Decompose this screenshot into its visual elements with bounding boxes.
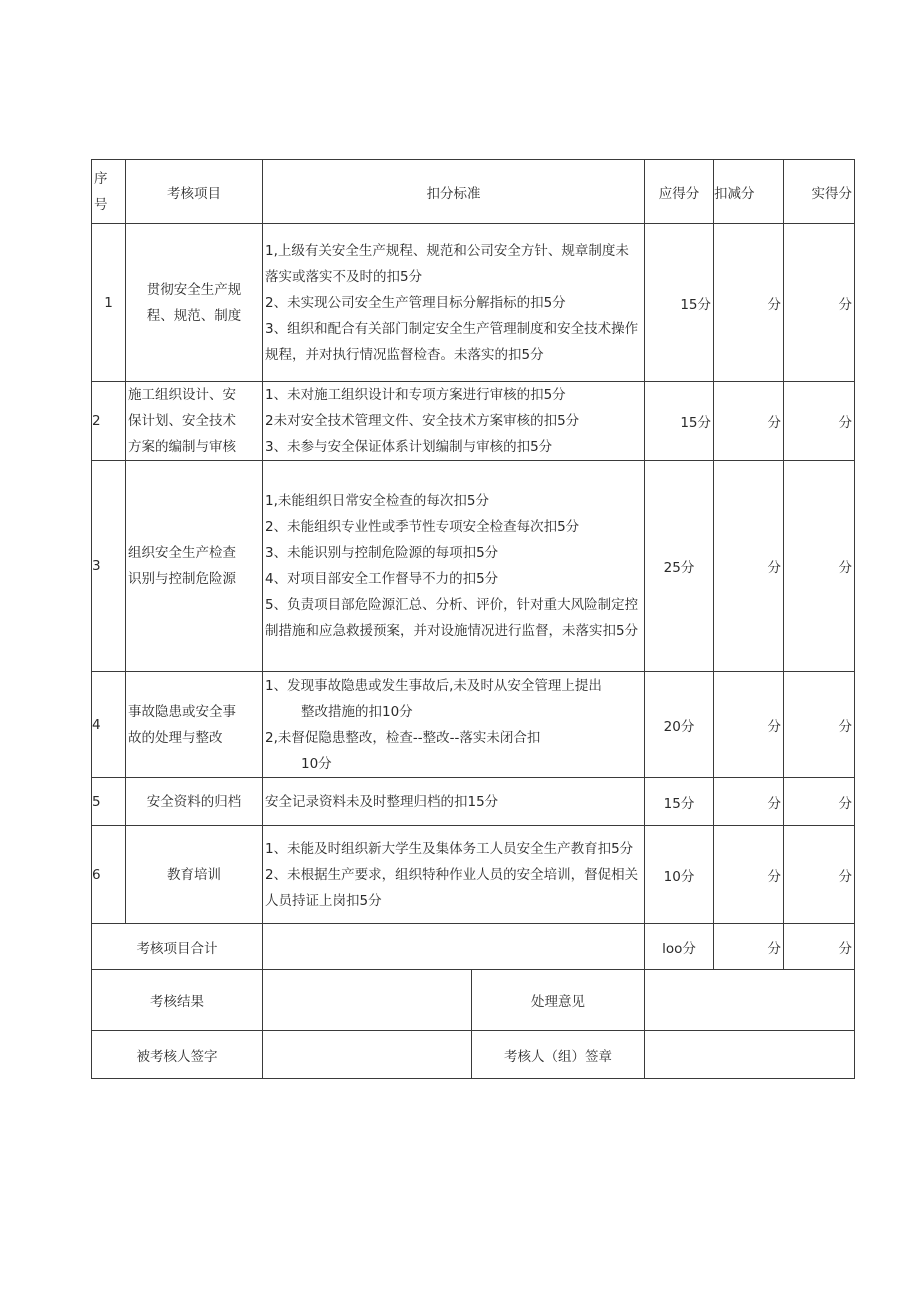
row-item: 组织安全生产检查 识别与控制危险源	[126, 461, 263, 672]
row-score: 15分	[645, 224, 714, 382]
opinion-field[interactable]	[645, 970, 855, 1031]
assessor-seal-label: 考核人（组）签章	[472, 1031, 645, 1079]
row-criteria: 1,上级有关安全生产规程、规范和公司安全方针、规章制度未落实或落实不及时的扣5分 2、未实现公司安全生产管理目标分解指标的扣5分 3、组织和配合有关部门制定安全生产管理制度和安全技术操作规程，并对执行情况监督检杳。未落实的扣5分	[263, 224, 645, 382]
header-deduction: 扣减分	[714, 160, 784, 224]
row-criteria: 1、未对施工组织设计和专项方案进行审核的扣5分 2未对安全技术管理文件、安全技术方案审核的扣5分 3、未参与安全保证体系计划编制与审核的扣5分	[263, 382, 645, 461]
total-score: loo分	[645, 924, 714, 970]
header-criteria: 扣分标准	[263, 160, 645, 224]
row-criteria: 1、未能及时组织新大学生及集体务工人员安全生产教育扣5分 2、未根据生产要求，组织特种作业人员的安全培训，督促相关人员持证上岗扣5分	[263, 826, 645, 924]
header-row	[92, 160, 855, 224]
row-deduct: 分	[714, 224, 784, 382]
total-actual: 分	[784, 924, 855, 970]
row-seq: 1	[92, 224, 126, 382]
table-row	[92, 382, 855, 461]
row-deduct: 分	[714, 826, 784, 924]
signature-row	[92, 1031, 855, 1079]
row-score: 10分	[645, 826, 714, 924]
header-item: 考核项目	[126, 160, 263, 224]
row-criteria: 1,未能组织日常安全检查的每次扣5分 2、未能组织专业性或季节性专项安全检查每次扣5分 3、未能识别与控制危险源的每项扣5分 4、对项目部安全工作督导不力的扣5分 5、负责项目部危险源汇总、分析、评价，针对重大风险制定控制措施和应急救援预案，并对设施情况进行监督，未落实扣5分	[263, 461, 645, 672]
row-score: 25分	[645, 461, 714, 672]
row-criteria: 1、发现事故隐患或发生事故后,未及时从安全管理上提出 整改措施的扣10分 2,未督促隐患整改，检查--整改--落实未闭合扣 10分	[263, 672, 645, 778]
assessment-table	[91, 159, 855, 1079]
row-item: 事故隐患或安全事 故的处理与整改	[126, 672, 263, 778]
row-deduct: 分	[714, 461, 784, 672]
table-row	[92, 826, 855, 924]
row-actual: 分	[784, 778, 855, 826]
result-row	[92, 970, 855, 1031]
row-item: 贯彻安全生产规 程、规范、制度	[126, 224, 263, 382]
row-deduct: 分	[714, 672, 784, 778]
row-item: 安全资料的归档	[126, 778, 263, 826]
row-item: 施工组织设计、安 保计划、安全技术 方案的编制与审核	[126, 382, 263, 461]
row-actual: 分	[784, 224, 855, 382]
total-deduct: 分	[714, 924, 784, 970]
row-deduct: 分	[714, 382, 784, 461]
row-seq: 5	[92, 778, 126, 826]
row-actual: 分	[784, 826, 855, 924]
row-deduct: 分	[714, 778, 784, 826]
row-item: 教育培训	[126, 826, 263, 924]
row-actual: 分	[784, 672, 855, 778]
row-criteria: 安全记录资料未及时整理归档的扣15分	[263, 778, 645, 826]
assessee-sign-label: 被考核人签字	[92, 1031, 263, 1079]
row-seq: 6	[92, 826, 126, 924]
table-row	[92, 778, 855, 826]
result-field[interactable]	[263, 970, 472, 1031]
row-seq: 3	[92, 461, 126, 672]
header-actual: 实得分	[784, 160, 855, 224]
row-score: 20分	[645, 672, 714, 778]
header-full-score: 应得分	[645, 160, 714, 224]
assessee-sign-field[interactable]	[263, 1031, 472, 1079]
assessor-seal-field[interactable]	[645, 1031, 855, 1079]
total-label: 考核项目合计	[92, 924, 263, 970]
row-actual: 分	[784, 382, 855, 461]
opinion-label: 处理意见	[472, 970, 645, 1031]
row-seq: 2	[92, 382, 126, 461]
row-actual: 分	[784, 461, 855, 672]
total-criteria-blank	[263, 924, 645, 970]
header-seq: 序 号	[92, 160, 126, 224]
table-row	[92, 672, 855, 778]
table-row	[92, 224, 855, 382]
row-score: 15分	[645, 382, 714, 461]
result-label: 考核结果	[92, 970, 263, 1031]
total-row	[92, 924, 855, 970]
row-seq: 4	[92, 672, 126, 778]
row-score: 15分	[645, 778, 714, 826]
table-row	[92, 461, 855, 672]
